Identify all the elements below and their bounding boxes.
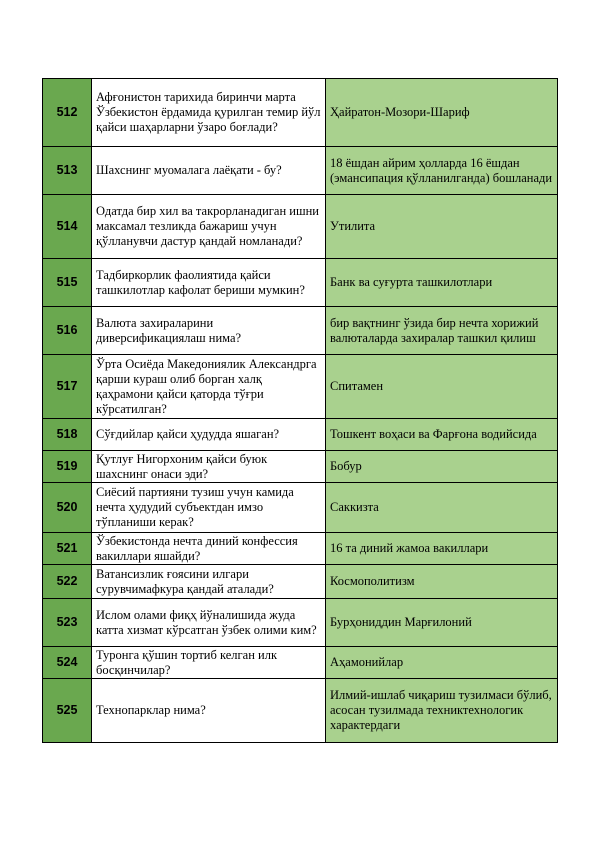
answer-cell: бир вақтнинг ўзида бир нечта хорижий валюталарда захиралар ташкил қилиш: [326, 307, 558, 355]
question-cell: Ўзбекистонда нечта диний конфессия вакиллари яшайди?: [92, 533, 326, 565]
table-row: [43, 195, 558, 259]
question-cell: Сиёсий партияни тузиш учун камида нечта ҳудудий субъектдан имзо тўпланиши керак?: [92, 483, 326, 533]
answer-cell: Спитамен: [326, 355, 558, 419]
question-cell: Технопарклар нима?: [92, 679, 326, 743]
table-row: [43, 79, 558, 147]
table-row: [43, 533, 558, 565]
question-cell: Ватансизлик ғоясини илгари сурувчимафкура қандай аталади?: [92, 565, 326, 599]
row-number: 525: [43, 679, 92, 743]
answer-cell: Утилита: [326, 195, 558, 259]
row-number: 515: [43, 259, 92, 307]
question-cell: Одатда бир хил ва такрорланадиган ишни максамал тезликда бажариш учун қўлланувчи дастур қандай номланади?: [92, 195, 326, 259]
row-number: 524: [43, 647, 92, 679]
answer-cell: Саккизта: [326, 483, 558, 533]
table-row: [43, 147, 558, 195]
answer-cell: Тошкент воҳаси ва Фарғона водийсида: [326, 419, 558, 451]
row-number: 521: [43, 533, 92, 565]
answer-cell: Аҳамонийлар: [326, 647, 558, 679]
row-number: 518: [43, 419, 92, 451]
table-row: [43, 599, 558, 647]
row-number: 512: [43, 79, 92, 147]
answer-cell: Ҳайратон-Мозори-Шариф: [326, 79, 558, 147]
row-number: 516: [43, 307, 92, 355]
row-number: 523: [43, 599, 92, 647]
questions-table: [42, 78, 558, 743]
answer-cell: 18 ёшдан айрим ҳолларда 16 ёшдан (эмансипация қўлланилганда) бошланади: [326, 147, 558, 195]
answer-cell: Илмий-ишлаб чиқариш тузилмаси бўлиб, асосан тузилмада техниктехнологик характердаги: [326, 679, 558, 743]
table-row: [43, 355, 558, 419]
row-number: 513: [43, 147, 92, 195]
question-cell: Қутлуғ Нигорхоним қайси буюк шахснинг онаси эди?: [92, 451, 326, 483]
table-row: [43, 679, 558, 743]
table-row: [43, 565, 558, 599]
row-number: 522: [43, 565, 92, 599]
question-cell: Ислом олами фиқҳ йўналишида жуда катта хизмат кўрсатган ўзбек олими ким?: [92, 599, 326, 647]
table-row: [43, 419, 558, 451]
question-cell: Туронга қўшин тортиб келган илк босқинчилар?: [92, 647, 326, 679]
answer-cell: 16 та диний жамоа вакиллари: [326, 533, 558, 565]
question-cell: Афғонистон тарихида биринчи марта Ўзбекистон ёрдамида қурилган темир йўл қайси шаҳарларни ўзаро боғлади?: [92, 79, 326, 147]
answer-cell: Бобур: [326, 451, 558, 483]
table-row: [43, 451, 558, 483]
table-row: [43, 307, 558, 355]
table-row: [43, 483, 558, 533]
table-row: [43, 647, 558, 679]
question-cell: Шахснинг муомалага лаёқати - бу?: [92, 147, 326, 195]
question-cell: Сўғдийлар қайси ҳудудда яшаган?: [92, 419, 326, 451]
answer-cell: Бурҳониддин Марғилоний: [326, 599, 558, 647]
row-number: 520: [43, 483, 92, 533]
row-number: 514: [43, 195, 92, 259]
row-number: 517: [43, 355, 92, 419]
row-number: 519: [43, 451, 92, 483]
question-cell: Валюта захираларини диверсификациялаш нима?: [92, 307, 326, 355]
answer-cell: Банк ва суғурта ташкилотлари: [326, 259, 558, 307]
question-cell: Тадбиркорлик фаолиятида қайси ташкилотлар кафолат бериши мумкин?: [92, 259, 326, 307]
question-cell: Ўрта Осиёда Македониялик Александрга қарши кураш олиб борган халқ қаҳрамони қайси қаторда тўғри кўрсатилган?: [92, 355, 326, 419]
table-row: [43, 259, 558, 307]
answer-cell: Космополитизм: [326, 565, 558, 599]
